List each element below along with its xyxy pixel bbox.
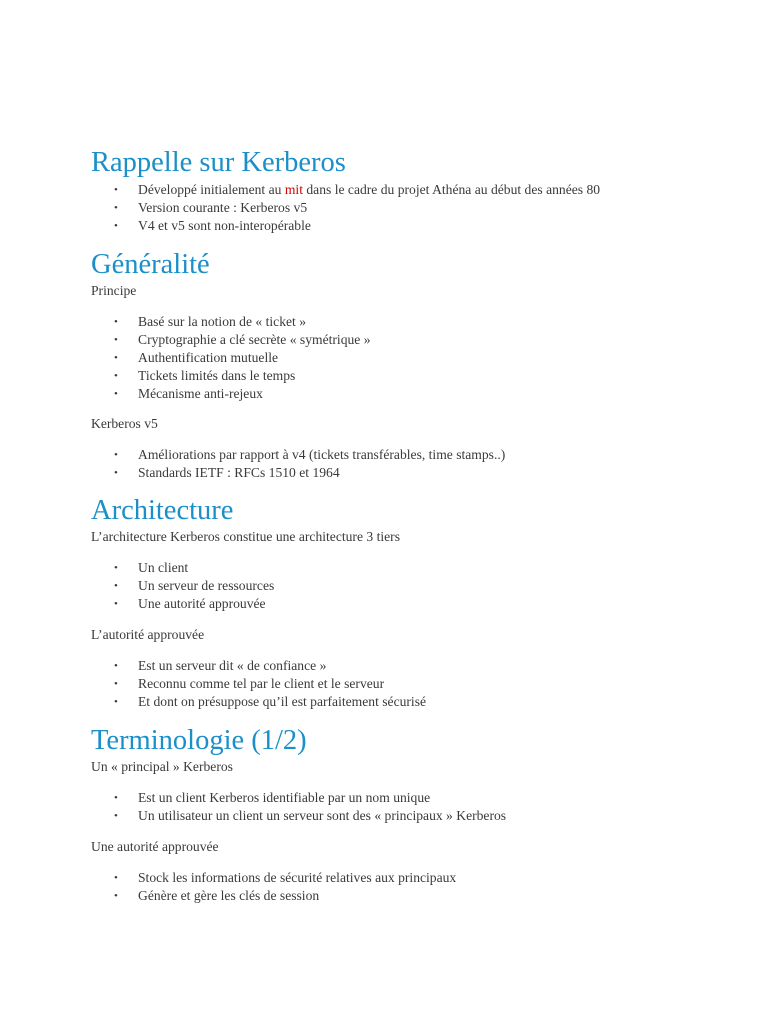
section-heading-architecture: Architecture xyxy=(91,495,234,526)
list-item-text: Un utilisateur un client un serveur sont des « principaux » Kerberos xyxy=(138,808,507,823)
list-item-text: V4 et v5 sont non-interopérable xyxy=(138,218,311,233)
bullet-icon: • xyxy=(114,696,118,708)
list-item-text: Une autorité approuvée xyxy=(138,596,266,611)
list-item-text: Est un client Kerberos identifiable par un nom unique xyxy=(138,790,431,805)
bullet-icon: • xyxy=(114,388,118,400)
paragraph-autorite: L’autorité approuvée xyxy=(91,627,205,642)
list-item-text: Et dont on présuppose qu’il est parfaitement sécurisé xyxy=(138,694,427,709)
bullet-icon: • xyxy=(114,467,118,479)
list-item-text: Reconnu comme tel par le client et le serveur xyxy=(138,676,385,691)
bullet-icon: • xyxy=(114,792,118,804)
bullet-icon: • xyxy=(114,316,118,328)
paragraph-kerberos-v5: Kerberos v5 xyxy=(91,416,158,431)
bullet-icon: • xyxy=(114,352,118,364)
paragraph-principal: Un « principal » Kerberos xyxy=(91,759,233,774)
list-item-text: Développé initialement au mit dans le cadre du projet Athéna au début des années 80 xyxy=(138,182,601,197)
list-item-text: Mécanisme anti-rejeux xyxy=(138,386,263,401)
list-item-text: Version courante : Kerberos v5 xyxy=(138,200,308,215)
bullet-icon: • xyxy=(114,334,118,346)
bullet-icon: • xyxy=(114,220,118,232)
bullet-icon: • xyxy=(114,678,118,690)
list-item-text: Est un serveur dit « de confiance » xyxy=(138,658,327,673)
bullet-icon: • xyxy=(114,184,118,196)
paragraph-architecture: L’architecture Kerberos constitue une architecture 3 tiers xyxy=(91,529,400,544)
list-item-text: Cryptographie a clé secrète « symétrique » xyxy=(138,332,371,347)
bullet-icon: • xyxy=(114,449,118,461)
bullet-icon: • xyxy=(114,872,118,884)
mit-highlight: mit xyxy=(284,182,303,197)
bullet-icon: • xyxy=(114,202,118,214)
list-item-text: Génère et gère les clés de session xyxy=(138,888,320,903)
list-item-text: Un serveur de ressources xyxy=(138,578,275,593)
list-item-text: Stock les informations de sécurité relatives aux principaux xyxy=(138,870,457,885)
bullet-icon: • xyxy=(114,660,118,672)
bullet-icon: • xyxy=(114,598,118,610)
bullet-icon: • xyxy=(114,810,118,822)
section-heading-generalite: Généralité xyxy=(91,249,210,280)
bullet-icon: • xyxy=(114,562,118,574)
section-heading-rappelle: Rappelle sur Kerberos xyxy=(91,147,346,178)
list-item-text: Améliorations par rapport à v4 (tickets transférables, time stamps..) xyxy=(138,447,506,462)
list-item-text: Authentification mutuelle xyxy=(138,350,279,365)
section-heading-terminologie: Terminologie (1/2) xyxy=(91,725,307,756)
list-item-text: Basé sur la notion de « ticket » xyxy=(138,314,306,329)
list-item-text: Tickets limités dans le temps xyxy=(138,368,296,383)
paragraph-principe: Principe xyxy=(91,283,137,298)
bullet-icon: • xyxy=(114,580,118,592)
bullet-icon: • xyxy=(114,890,118,902)
paragraph-autorite-2: Une autorité approuvée xyxy=(91,839,219,854)
bullet-icon: • xyxy=(114,370,118,382)
list-item-text: Standards IETF : RFCs 1510 et 1964 xyxy=(138,465,340,480)
list-item-text: Un client xyxy=(138,560,189,575)
